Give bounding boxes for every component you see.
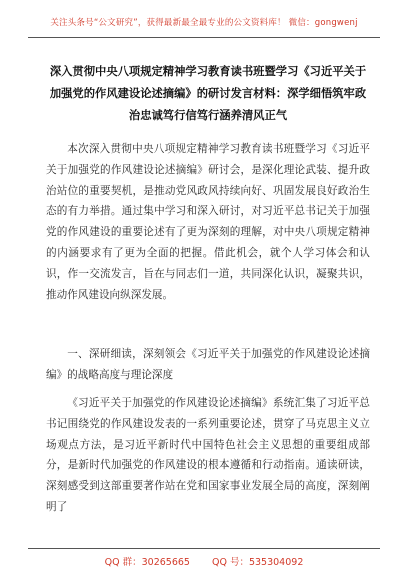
footer-qq-group: QQ 群：30265665 bbox=[104, 557, 190, 568]
footer bbox=[0, 554, 408, 568]
paragraph-intro bbox=[46, 139, 370, 305]
section-heading-text: 一、深研细读，深刻领会《习近平关于加强党的作风建设论述摘编》的战略高度与理论深度 bbox=[46, 348, 370, 381]
footer-divider bbox=[28, 548, 380, 549]
header-banner: 关注头条号“公文研究”，获得最新最全最专业的公文资料库！ 微信：gongwenj bbox=[50, 18, 358, 28]
header-divider bbox=[28, 37, 380, 38]
paragraph-text: 本次深入贯彻中央八项规定精神学习教育读书班暨学习《习近平关于加强党的作风建设论述摘编》研讨会，是深化理论武装、提升政治站位的重要契机，是推动党风政风持续向好、巩固发展良好政治生态的有力举措。通过集中学习和深入研讨，对习近平总书记关于加强党的作风建设的重要论述有了更为深刻的理解，对中央八项规定精神的内涵要求有了更为全面的把握。借此机会，就个人学习体会和认识，作一交流发言，旨在与同志们一道，共同深化认识，凝聚共识，推动作风建设向纵深发展。 bbox=[46, 143, 370, 301]
footer-qq-number: QQ 号：535304092 bbox=[211, 557, 304, 568]
paragraph-text: 《习近平关于加强党的作风建设论述摘编》系统汇集了习近平总书记围绕党的作风建设发表的一系列重要论述，贯穿了马克思主义立场观点方法，是习近平新时代中国特色社会主义思想的重要组成部分，是新时代加强党的作风建设的根本遵循和行动指南。通读研读，深刻感受到这部重要著作站在党和国家事业发展全局的高度，深刻阐明了 bbox=[46, 397, 370, 513]
document-title: 深入贯彻中央八项规定精神学习教育读书班暨学习《习近平关于加强党的作风建设论述摘编》的研讨发言材料：深学细悟筑牢政治忠诚笃行信笃行涵养清风正气 bbox=[49, 64, 367, 122]
section-heading bbox=[46, 344, 370, 386]
paragraph-body bbox=[46, 393, 370, 518]
